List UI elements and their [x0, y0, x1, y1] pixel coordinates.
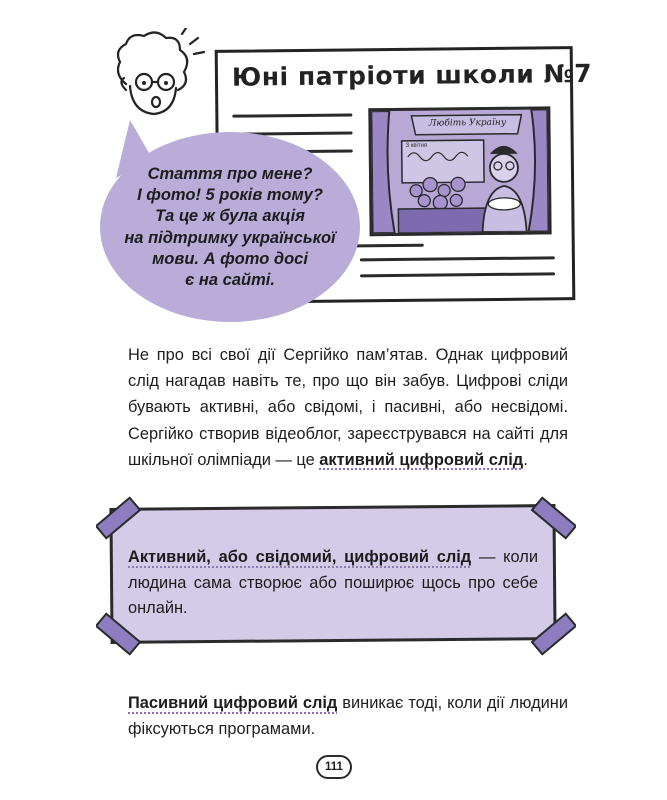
speech-bubble-text: Стаття про мене? І фото! 5 років тому? Та це ж була акція на підтримку української мови. А фото досі є на сайті.: [124, 165, 336, 290]
paragraph-end: .: [523, 450, 528, 469]
paragraph-text: виникає тоді, коли дії людини фіксуються програмами.: [128, 694, 568, 739]
newspaper-title: Юні патріоти школи №7: [231, 58, 593, 92]
paragraph-passive-footprint: [128, 690, 568, 742]
newspaper-text-line: [360, 256, 555, 261]
term-passive-footprint: Пасивний цифровий слід: [128, 694, 338, 712]
boy-avatar-icon: [104, 28, 216, 128]
paragraph-text: Не про всі свої дії Сергійко пам’ятав. Однак цифровий слід нагадав навіть те, про що він забув. Цифрові сліди бувають активні, або свідомі, і пасивні, або несвідомі. Сергійко створив відеоблог, зареєструвався на сайті для шкільної олімпіади — це: [128, 346, 568, 469]
newspaper-text-line: [360, 272, 555, 277]
definition-term: Активний, або свідомий, цифровий слід: [128, 548, 472, 566]
photo-date-text: 3 квітня: [405, 142, 428, 149]
definition-text: [128, 545, 538, 622]
newspaper-photo: [368, 106, 551, 236]
term-active-footprint: активний цифровий слід: [319, 450, 524, 469]
photo-banner-text: Любіть Україну: [428, 117, 507, 129]
page-number: 111: [316, 755, 352, 779]
definition-body: — коли людина сама створює або поширює щось про себе онлайн.: [128, 548, 538, 617]
newspaper-text-line: [232, 113, 352, 117]
paragraph-active-footprint: [128, 342, 568, 473]
